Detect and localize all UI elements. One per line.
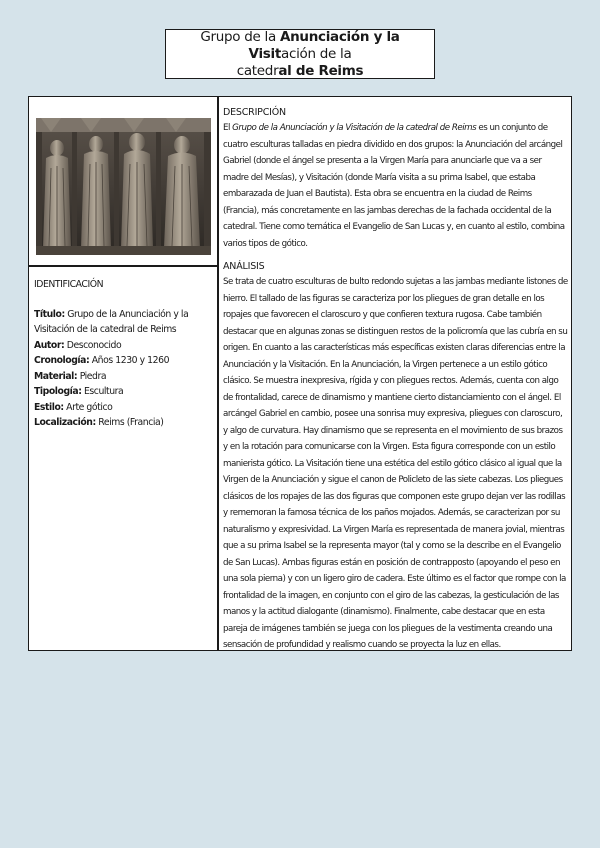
field-label: Tipología: — [34, 386, 82, 397]
field-title — [34, 307, 214, 338]
title-prefix: Grupo de la — [200, 28, 280, 45]
document-title — [165, 29, 435, 79]
field-label: Estilo: — [34, 401, 64, 413]
sculpture-photo — [36, 118, 211, 255]
field-label: Localización: — [34, 417, 96, 428]
field-style — [34, 400, 214, 416]
field-value: Piedra — [77, 370, 107, 382]
field-label: Cronología: — [34, 355, 90, 366]
field-label: Autor: — [34, 339, 65, 351]
field-value: Reims (Francia) — [95, 417, 164, 428]
field-label: Título: — [34, 308, 65, 320]
column-divider — [217, 97, 219, 650]
title-bold-part: Anunciación y la Visit — [248, 28, 400, 62]
field-value: Grupo de la Anunciación y la Visitación de la catedral de Reims — [34, 308, 189, 335]
field-value: Años 1230 y 1260 — [89, 355, 170, 366]
description-body: es un conjunto de cuatro esculturas talladas en piedra dividido en dos grupos: la Anunciación del arcángel Gabriel (donde el ángel se presenta a la Virgen María para anunciarle que va a ser madre del Mesías), y Visitación (donde María visita a su prima Isabel, que estaba embarazada de Juan el Bautista). Esta obra se encuentra en la ciudad de Reims (Francia), más concretamente en las jambas derechas de la fachada occidental de la catedral. Tiene como temática el Evangelio de San Lucas y, en cuanto al estilo, combina varios tipos de gótico. — [223, 123, 565, 249]
artwork-title-italic: Grupo de la Anunciación y la Visitación de la catedral de Reims — [232, 123, 477, 133]
identification-section — [34, 277, 214, 431]
field-value: Desconocido — [64, 339, 122, 351]
description-heading: DESCRIPCIÓN — [223, 107, 286, 118]
field-chronology — [34, 353, 214, 369]
description-lead: El — [223, 123, 233, 133]
identification-heading: IDENTIFICACIÓN — [34, 279, 104, 290]
section-gap — [223, 252, 569, 260]
analysis-heading: ANÁLISIS — [223, 261, 265, 272]
field-author — [34, 338, 214, 354]
field-value: Arte gótico — [63, 401, 113, 413]
analysis-text: Se trata de cuatro esculturas de bulto redondo sujetas a las jambas mediante listones de hierro. El tallado de las figuras se caracteriza por los pliegues de gran detalle en los ropajes que favorecen el claroscuro y que confieren textura rugosa. Cabe también destacar que en algunas zonas se distinguen restos de la policromía que las cubría en su origen. En cuanto a las características más específicas existen claras diferencias entre la Anunciación y la Visitación. En la Anunciación, la Virgen pertenece a un estilo gótico clásico. Se muestra inexpresiva, rígida y con pliegues rectos. Además, cuenta con algo de frontalidad, carece de dinamismo y mantiene cierto distanciamiento con el ángel. El arcángel Gabriel en cambio, posee una sonrisa muy expresiva, pliegues con claroscuro, y algo de curvatura. Hay dinamismo que se representa en el movimiento de sus brazos y en la rotación para comunicarse con la Virgen. Esta figura corresponde con un estilo manierista gótico. La Visitación tiene una estética del estilo gótico clásico al igual que la Virgen de la Anunciación y sigue el canon de Policleto de las siete cabezas. Los pliegues clásicos de los ropajes de las dos figuras que componen este grupo dejan ver las rodillas y rememoran la famosa técnica de los paños mojados. Además, se caracterizan por su naturalismo y expresividad. La Virgen María es representada de manera jovial, mientras que a su prima Isabel se la representa mayor (tal y como se la describe en el Evangelio de San Lucas). Ambas figuras están en posición de contrapposto (apoyando el peso en una sola pierna) y con un ligero giro de cadera. Este último es el factor que rompe con la frontalidad de la imagen, en conjunto con el giro de las cabezas, la gesticulación de las manos y la actitud dialogante (dinamismo). Finalmente, cabe destacar que en esta pareja de imágenes también se juega con los pliegues de la vestimenta creando una sensación de profundidad y realismo cuando se proyecta la luz en ellas. — [223, 277, 568, 650]
title-mid: ación de la — [281, 45, 352, 62]
field-typology — [34, 384, 214, 400]
field-value: Escultura — [81, 386, 124, 397]
text-column — [223, 106, 569, 654]
field-location — [34, 415, 214, 431]
description-text — [223, 120, 569, 252]
photo-divider — [29, 265, 217, 267]
info-card — [28, 96, 572, 651]
field-material — [34, 369, 214, 385]
title-line2-pre: catedr — [236, 62, 279, 79]
title-line2-bold: al de Reims — [278, 62, 364, 79]
field-label: Material: — [34, 370, 78, 382]
